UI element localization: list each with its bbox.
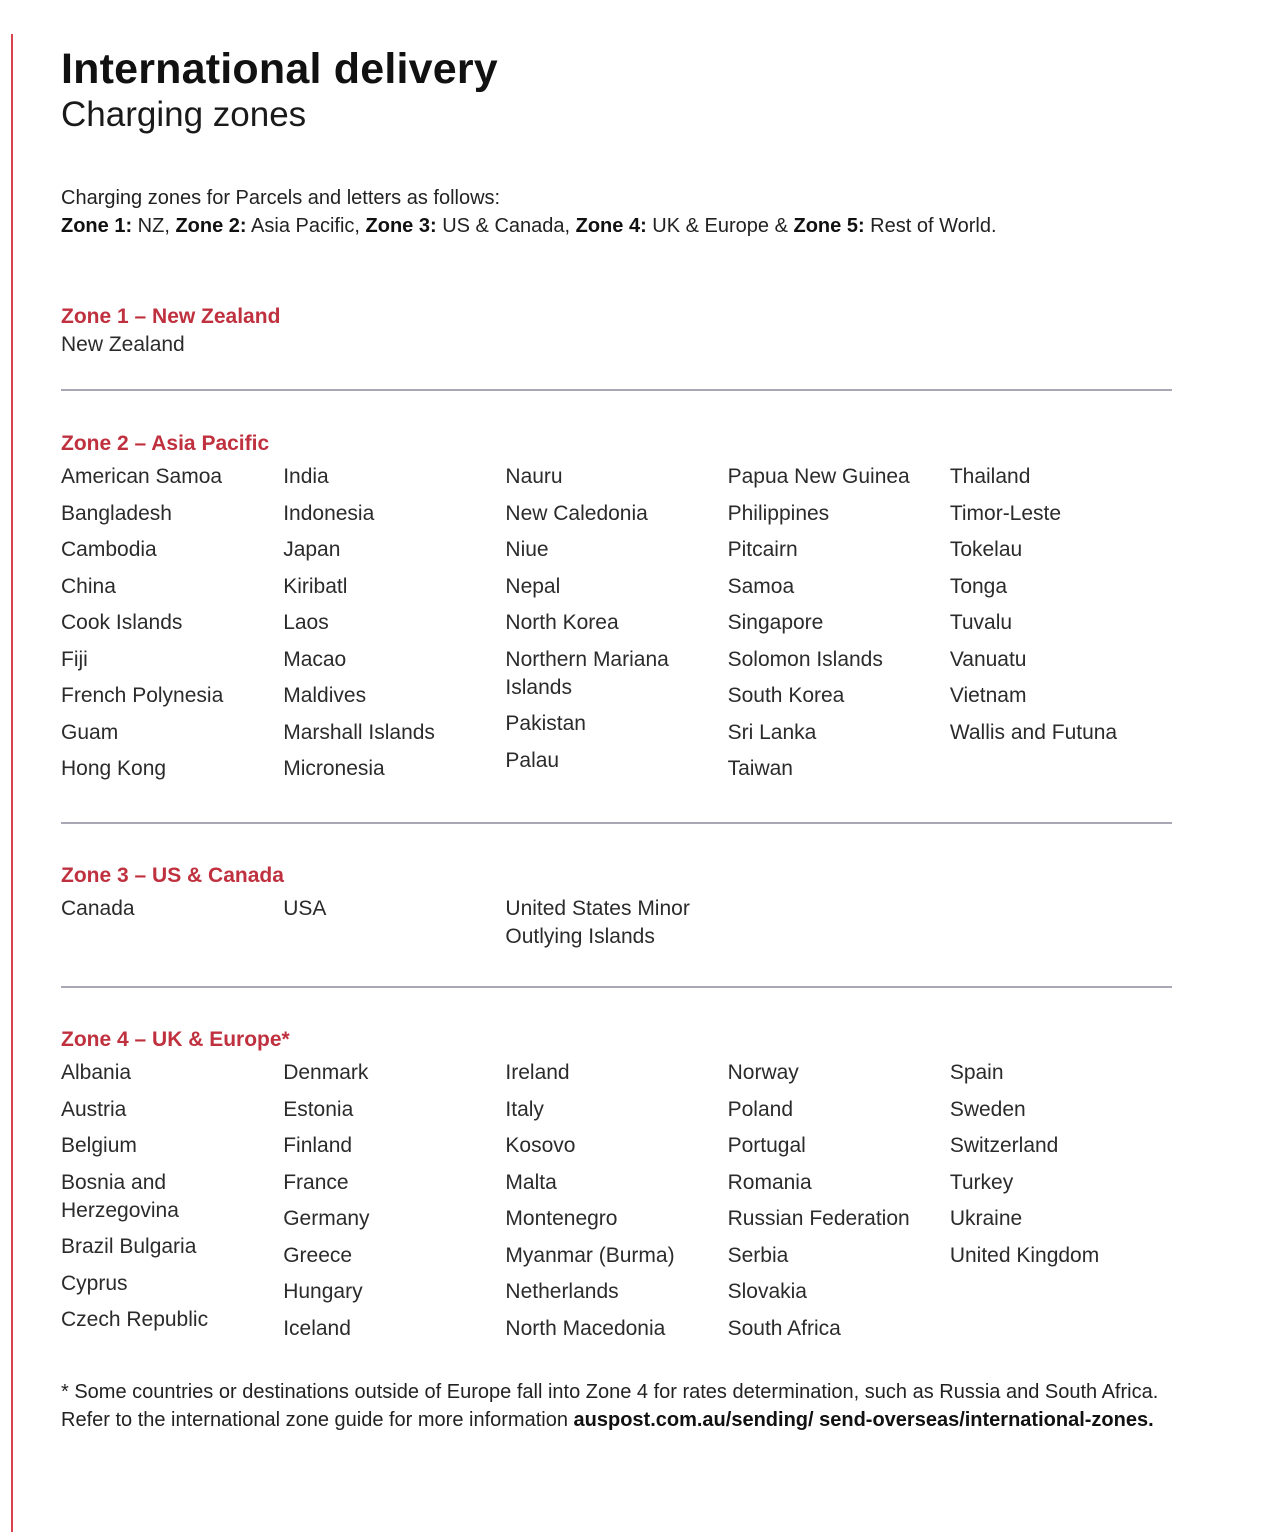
- country-name: Macao: [283, 647, 347, 671]
- country-column: [61, 463, 283, 792]
- country-name: India: [283, 465, 329, 488]
- country-name: Fiji: [61, 647, 88, 671]
- country-name: Albania: [61, 1061, 132, 1084]
- country-column: [950, 1059, 1172, 1351]
- page-title: International delivery: [61, 45, 498, 93]
- country-name: Laos: [283, 611, 329, 634]
- country-name: Brazil Bulgaria: [61, 1235, 197, 1258]
- zone-2-country-grid: [61, 463, 1172, 792]
- country-name: Kosovo: [505, 1134, 576, 1157]
- country-column: [505, 895, 727, 960]
- country-name: Hungary: [283, 1280, 363, 1303]
- country-name: Timor-Leste: [949, 501, 1062, 525]
- zone-2-section: [61, 430, 1172, 792]
- country-name: North Macedonia: [505, 1316, 666, 1340]
- country-name: Myanmar (Burma): [505, 1243, 675, 1267]
- country-name: South Korea: [727, 684, 845, 707]
- country-name: Iceland: [283, 1316, 351, 1340]
- country-name: Philippines: [727, 501, 830, 525]
- country-column: [950, 463, 1172, 792]
- country-name: Serbia: [727, 1243, 789, 1267]
- country-name: Bangladesh: [61, 501, 172, 525]
- zone-1-label: Zone 1:: [61, 215, 133, 237]
- country-name: Bosnia and Herzegovina: [61, 1170, 179, 1222]
- country-name: Romania: [727, 1170, 812, 1194]
- country-name: Portugal: [727, 1134, 806, 1157]
- zone-3-title: Zone 3 – US & Canada: [61, 863, 284, 887]
- zone-2-text: Asia Pacific,: [246, 215, 366, 237]
- country-name: Niue: [505, 538, 549, 561]
- country-column: [283, 463, 505, 792]
- country-name: Taiwan: [727, 757, 793, 780]
- country-name: Canada: [61, 896, 135, 920]
- country-name: South Africa: [727, 1316, 841, 1340]
- zone-2-title: Zone 2 – Asia Pacific: [61, 432, 270, 455]
- footnote-text: * Some countries or destinations outside of Europe fall into Zone 4 for rates determination, such as Russia and South Africa. Refer to the international zone guide for more information: [61, 1381, 1159, 1431]
- country-name: France: [283, 1170, 349, 1194]
- zone-5-text: Rest of World.: [864, 215, 997, 237]
- country-name: Greece: [283, 1243, 353, 1267]
- country-name: Sweden: [949, 1097, 1026, 1121]
- country-name: Denmark: [283, 1061, 369, 1084]
- country-name: Hong Kong: [61, 757, 167, 780]
- country-name: Turkey: [949, 1170, 1014, 1194]
- country-name: Czech Republic: [61, 1308, 209, 1331]
- country-name: Singapore: [727, 611, 824, 634]
- zone-2-label: Zone 2:: [175, 215, 247, 237]
- country-name: Germany: [283, 1207, 370, 1230]
- country-name: Norway: [727, 1061, 799, 1084]
- zone-1-text: NZ,: [132, 215, 176, 237]
- zone-4-label: Zone 4:: [575, 215, 647, 237]
- country-name: Micronesia: [283, 757, 385, 780]
- country-name: China: [61, 574, 116, 598]
- country-name: Cyprus: [61, 1271, 128, 1295]
- zone-3-text: US & Canada,: [436, 215, 576, 237]
- country-name: Malta: [505, 1170, 557, 1194]
- document-content: [61, 44, 1172, 1434]
- country-name: Austria: [61, 1097, 127, 1121]
- section-divider: [61, 822, 1172, 824]
- country-name: Samoa: [727, 574, 795, 598]
- country-name: Guam: [61, 720, 119, 744]
- country-column: [283, 895, 505, 960]
- country-name: USA: [283, 896, 327, 920]
- country-name: Slovakia: [727, 1280, 807, 1303]
- country-column: [728, 895, 950, 960]
- country-name: Cambodia: [61, 538, 157, 561]
- country-name: Cook Islands: [61, 611, 183, 634]
- zone-4-section: [61, 1026, 1172, 1351]
- country-name: Tonga: [949, 574, 1008, 598]
- zone-1-title: Zone 1 – New Zealand: [61, 305, 281, 328]
- country-column: [950, 895, 1172, 960]
- country-name: Indonesia: [283, 501, 375, 525]
- zone-4-country-grid: [61, 1059, 1172, 1351]
- zone-3-country-grid: [61, 895, 1172, 960]
- country-name: Switzerland: [949, 1134, 1059, 1157]
- section-divider: [61, 986, 1172, 988]
- intro-paragraph: [61, 184, 1172, 240]
- country-name: Estonia: [283, 1097, 354, 1121]
- country-name: Thailand: [949, 465, 1031, 488]
- zones-guide-link[interactable]: auspost.com.au/sending/ send-overseas/international-zones.: [573, 1409, 1154, 1431]
- country-name: Tuvalu: [949, 611, 1013, 634]
- country-name: United States Minor Outlying Islands: [505, 896, 690, 948]
- country-name: Maldives: [283, 684, 367, 707]
- country-name: Ireland: [505, 1061, 570, 1084]
- country-name: Nauru: [505, 465, 563, 488]
- country-name: French Polynesia: [61, 684, 224, 707]
- country-name: Vietnam: [949, 684, 1027, 707]
- country-name: Tokelau: [949, 538, 1023, 561]
- country-name: Pakistan: [505, 712, 586, 735]
- country-name: New Caledonia: [505, 501, 648, 525]
- country-column: [728, 463, 950, 792]
- country-name: Palau: [505, 748, 560, 772]
- country-column: [505, 1059, 727, 1351]
- country-name: Russian Federation: [727, 1207, 910, 1230]
- intro-line: Charging zones for Parcels and letters as follows:: [61, 187, 501, 209]
- footnote: [61, 1378, 1172, 1434]
- zone-3-section: [61, 862, 1172, 960]
- zone-3-label: Zone 3:: [365, 215, 437, 237]
- country-name: North Korea: [505, 611, 619, 634]
- country-name: American Samoa: [61, 465, 223, 488]
- country-name: Papua New Guinea: [727, 465, 910, 488]
- country-name: Vanuatu: [949, 647, 1027, 671]
- section-divider: [61, 389, 1172, 391]
- country-name: Northern Mariana Islands: [505, 647, 669, 699]
- country-name: Sri Lanka: [727, 720, 817, 744]
- country-name: Pitcairn: [727, 538, 798, 561]
- country-column: [283, 1059, 505, 1351]
- zone-4-title: Zone 4 – UK & Europe*: [61, 1028, 290, 1051]
- zone-1-country: New Zealand: [61, 333, 185, 356]
- country-name: Japan: [283, 538, 341, 561]
- page-subtitle: Charging zones: [61, 95, 307, 134]
- country-column: [728, 1059, 950, 1351]
- country-name: Belgium: [61, 1134, 137, 1157]
- country-name: Ukraine: [949, 1207, 1023, 1230]
- country-name: Netherlands: [505, 1280, 619, 1303]
- margin-rule: [11, 34, 13, 1532]
- country-name: Italy: [505, 1097, 544, 1121]
- zone-summary: [61, 212, 1172, 240]
- country-name: Montenegro: [505, 1207, 618, 1230]
- country-name: Poland: [727, 1097, 793, 1121]
- country-name: Solomon Islands: [727, 647, 883, 671]
- country-name: Kiribatl: [283, 574, 348, 598]
- country-name: Wallis and Futuna: [949, 720, 1118, 744]
- country-name: Nepal: [505, 574, 561, 598]
- country-name: Marshall Islands: [283, 720, 435, 744]
- country-name: Spain: [949, 1061, 1004, 1084]
- country-column: [61, 1059, 283, 1351]
- zone-1-section: [61, 303, 1172, 359]
- country-column: [505, 463, 727, 792]
- country-name: Finland: [283, 1134, 353, 1157]
- country-name: United Kingdom: [949, 1243, 1100, 1267]
- country-column: [61, 895, 283, 960]
- zone-4-text: UK & Europe &: [646, 215, 794, 237]
- zone-5-label: Zone 5:: [793, 215, 865, 237]
